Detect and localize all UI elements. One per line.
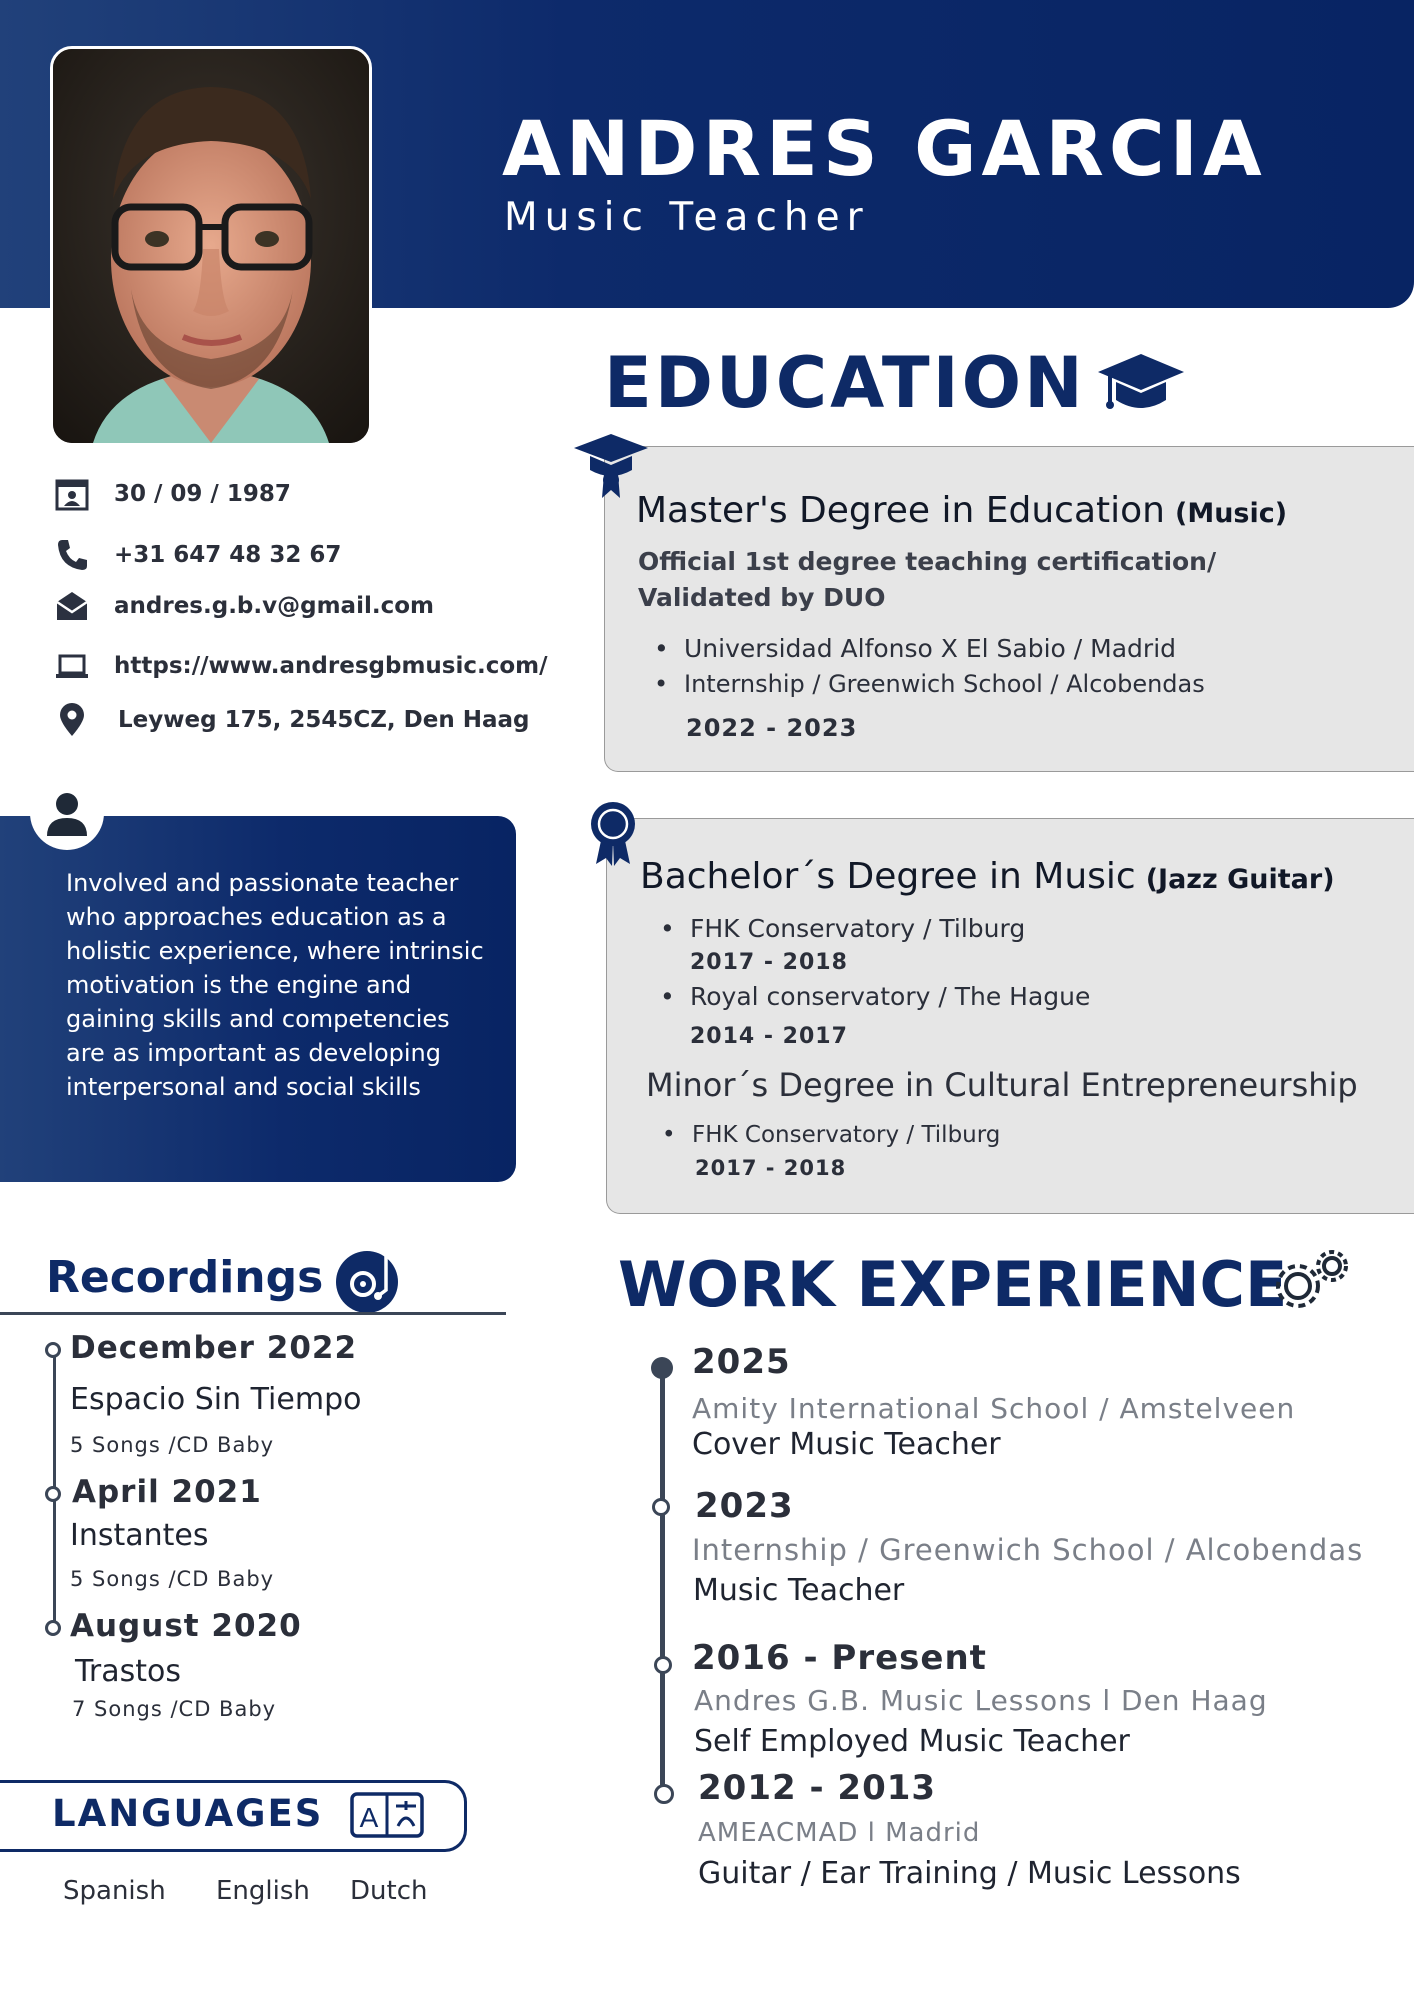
bachelors-place: • Royal conservatory / The Hague — [660, 982, 1090, 1011]
recording-date: August 2020 — [70, 1608, 302, 1644]
location-pin-icon — [54, 702, 90, 738]
masters-subtitle: Official 1st degree teaching certification/ Validated by DUO — [638, 547, 1217, 612]
profile-summary-text: Involved and passionate teacher who approaches education as a holistic experience, where intrinsic motivation is the engine and gaining skills and competencies are as important as developing interpersonal and social skills — [66, 869, 484, 1101]
language-item: English — [216, 1876, 310, 1906]
recording-album: Instantes — [70, 1518, 209, 1553]
recording-meta: 5 Songs /CD Baby — [70, 1567, 275, 1591]
website-link[interactable]: https://www.andresgbmusic.com/ — [114, 653, 548, 679]
work-experience-title: WORK EXPERIENCE — [618, 1248, 1288, 1321]
recording-meta: 5 Songs /CD Baby — [70, 1433, 275, 1457]
email-link[interactable]: andres.g.b.v@gmail.com — [114, 593, 434, 619]
timeline-dot — [654, 1784, 674, 1804]
work-organization: AMEACMAD l Madrid — [698, 1818, 981, 1848]
phone-link[interactable]: +31 647 48 32 67 — [114, 542, 342, 568]
phone-icon — [54, 537, 90, 573]
work-role: Self Employed Music Teacher — [694, 1724, 1130, 1759]
recording-date: December 2022 — [70, 1330, 358, 1366]
portrait-illustration — [53, 49, 369, 443]
recording-album: Trastos — [75, 1654, 182, 1689]
person-icon — [30, 776, 104, 850]
work-timeline — [660, 1366, 665, 1796]
timeline-dot — [45, 1342, 61, 1358]
contact-birthdate — [54, 474, 291, 514]
timeline-dot — [45, 1620, 61, 1636]
work-years: 2025 — [692, 1342, 791, 1382]
language-item: Dutch — [350, 1876, 428, 1906]
graduation-cap-icon — [1096, 350, 1186, 422]
work-organization: Andres G.B. Music Lessons l Den Haag — [694, 1684, 1268, 1717]
work-organization: Amity International School / Amstelveen — [692, 1392, 1296, 1425]
work-organization: Internship / Greenwich School / Alcobendas — [692, 1533, 1364, 1567]
work-role: Music Teacher — [693, 1573, 905, 1608]
recording-album: Espacio Sin Tiempo — [70, 1382, 362, 1417]
masters-bullet: • Universidad Alfonso X El Sabio / Madrid — [654, 634, 1176, 663]
work-years: 2016 - Present — [692, 1638, 987, 1678]
work-years: 2012 - 2013 — [698, 1768, 937, 1808]
profile-photo — [50, 46, 372, 446]
award-ribbon-icon — [588, 800, 638, 870]
vinyl-record-icon — [334, 1246, 402, 1318]
bachelors-degree-title: Bachelor´s Degree in Music (Jazz Guitar) — [640, 856, 1335, 897]
minor-degree-title: Minor´s Degree in Cultural Entrepreneurship — [646, 1066, 1358, 1104]
masters-years: 2022 - 2023 — [686, 714, 858, 742]
bachelors-place: • FHK Conservatory / Tilburg — [660, 914, 1025, 943]
svg-text:A: A — [359, 1802, 379, 1833]
translate-icon — [350, 1792, 424, 1842]
masters-bullet: • Internship / Greenwich School / Alcobendas — [654, 670, 1205, 698]
masters-degree-title: Master's Degree in Education (Music) — [636, 490, 1288, 531]
education-title: EDUCATION — [604, 342, 1086, 424]
contact-email — [54, 586, 434, 626]
contact-address — [54, 700, 529, 740]
minor-place: • FHK Conservatory / Tilburg — [662, 1122, 1000, 1148]
recordings-divider — [0, 1312, 506, 1315]
recordings-title: Recordings — [46, 1252, 324, 1303]
contact-phone — [54, 535, 341, 575]
person-role: Music Teacher — [504, 195, 870, 240]
work-role: Guitar / Ear Training / Music Lessons — [698, 1856, 1241, 1891]
birthdate-text: 30 / 09 / 1987 — [114, 481, 291, 507]
gears-icon — [1270, 1246, 1354, 1318]
timeline-dot — [651, 1357, 673, 1379]
laptop-icon — [54, 648, 90, 684]
work-role: Cover Music Teacher — [692, 1427, 1001, 1462]
timeline-dot — [652, 1498, 670, 1516]
masters-specialty: (Music) — [1175, 498, 1288, 529]
minor-years: 2017 - 2018 — [695, 1156, 847, 1180]
recording-meta: 7 Songs /CD Baby — [72, 1697, 277, 1721]
work-years: 2023 — [695, 1486, 794, 1526]
bachelors-years: 2014 - 2017 — [690, 1024, 848, 1049]
calendar-icon — [54, 476, 90, 512]
recording-date: April 2021 — [72, 1474, 262, 1510]
timeline-dot — [45, 1486, 61, 1502]
language-item: Spanish — [63, 1876, 166, 1906]
timeline-dot — [654, 1656, 672, 1674]
person-name: ANDRES GARCIA — [502, 104, 1267, 193]
bachelors-specialty: (Jazz Guitar) — [1145, 864, 1335, 895]
mail-icon — [54, 588, 90, 624]
languages-title: LANGUAGES — [52, 1792, 324, 1835]
bachelors-years: 2017 - 2018 — [690, 950, 848, 975]
address-text: Leyweg 175, 2545CZ, Den Haag — [118, 707, 530, 733]
contact-website — [54, 646, 548, 686]
